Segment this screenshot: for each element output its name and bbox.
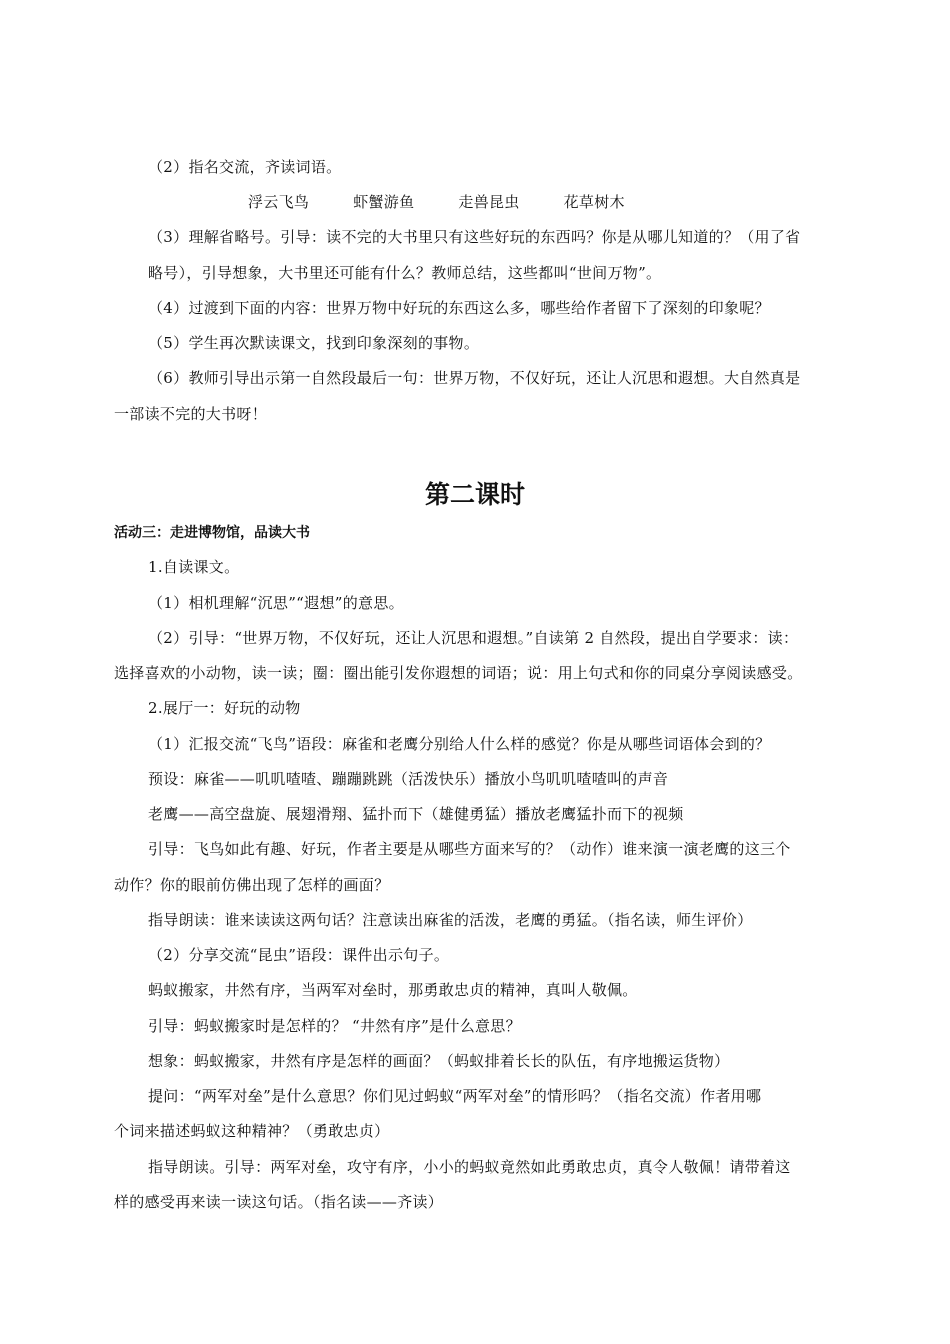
body-line: （1）汇报交流“飞鸟”语段：麻雀和老鹰分别给人什么样的感觉？你是从哪些词语体会到的？ (148, 735, 771, 753)
step6-line2: 一部读不完的大书呀！ (114, 405, 268, 423)
body-line: （2）分享交流“昆虫”语段：课件出示句子。 (148, 946, 450, 964)
word-item: 花草树木 (563, 193, 625, 211)
body-line: 预设：麻雀——叽叽喳喳、蹦蹦跳跳（活泼快乐）播放小鸟叽叽喳喳叫的声音 (148, 770, 669, 788)
body-line: （2）引导：“世界万物，不仅好玩，还让人沉思和遐想。”自读第 2 自然段，提出自学要求：读： (148, 629, 799, 647)
step2-text: （2）指名交流，齐读词语。 (148, 158, 342, 176)
body-line: 指导朗读：谁来读读这两句话？注意读出麻雀的活泼，老鹰的勇猛。（指名读，师生评价） (148, 911, 753, 929)
body-line: 样的感受再来读一读这句话。（指名读——齐读） (114, 1193, 444, 1211)
step4-text: （4）过渡到下面的内容：世界万物中好玩的东西这么多，哪些给作者留下了深刻的印象呢？ (148, 299, 770, 317)
step3-line2: 略号），引导想象，大书里还可能有什么？教师总结，这些都叫“世间万物”。 (148, 264, 662, 282)
word-item: 浮云飞鸟 (248, 193, 310, 211)
body-line: 2.展厅一：好玩的动物 (148, 699, 301, 717)
body-line: 选择喜欢的小动物，读一读；圈：圈出能引发你遐想的词语；说：用上句式和你的同桌分享阅读感受。 (114, 664, 803, 682)
step6-line1: （6）教师引导出示第一自然段最后一句：世界万物，不仅好玩，还让人沉思和遐想。大自然真是 (148, 369, 801, 387)
body-line: 指导朗读。引导：两军对垒，攻守有序，小小的蚂蚁竟然如此勇敢忠贞，真令人敬佩！请带着这 (148, 1158, 791, 1176)
body-line: 想象：蚂蚁搬家，井然有序是怎样的画面？（蚂蚁排着长长的队伍，有序地搬运货物） (148, 1052, 730, 1070)
step5-text: （5）学生再次默读课文，找到印象深刻的事物。 (148, 334, 480, 352)
session-title: 第二课时 (424, 480, 525, 509)
word-item: 虾蟹游鱼 (353, 193, 415, 211)
body-line: （1）相机理解“沉思”“遐想”的意思。 (148, 594, 404, 612)
body-line: 1.自读课文。 (148, 558, 240, 576)
body-line: 引导：蚂蚁搬家时是怎样的？ “井然有序”是什么意思？ (148, 1017, 521, 1035)
body-line: 老鹰——高空盘旋、展翅滑翔、猛扑而下（雄健勇猛）播放老鹰猛扑而下的视频 (148, 805, 684, 823)
activity-title: 活动三：走进博物馆，品读大书 (114, 525, 310, 541)
body-line: 提问：“两军对垒”是什么意思？你们见过蚂蚁“两军对垒”的情形吗？（指名交流）作者用哪 (148, 1087, 762, 1105)
word-list (248, 191, 669, 213)
step3-line1: （3）理解省略号。引导：读不完的大书里只有这些好玩的东西吗？你是从哪儿知道的？（用了省 (148, 228, 801, 246)
body-line: 个词来描述蚂蚁这种精神？（勇敢忠贞） (114, 1122, 390, 1140)
body-line: 动作？你的眼前仿佛出现了怎样的画面？ (114, 876, 390, 894)
body-line: 引导：飞鸟如此有趣、好玩，作者主要是从哪些方面来写的？（动作）谁来演一演老鹰的这三个 (148, 840, 791, 858)
word-item: 走兽昆虫 (458, 193, 520, 211)
body-line: 蚂蚁搬家，井然有序，当两军对垒时，那勇敢忠贞的精神，真叫人敬佩。 (148, 981, 638, 999)
